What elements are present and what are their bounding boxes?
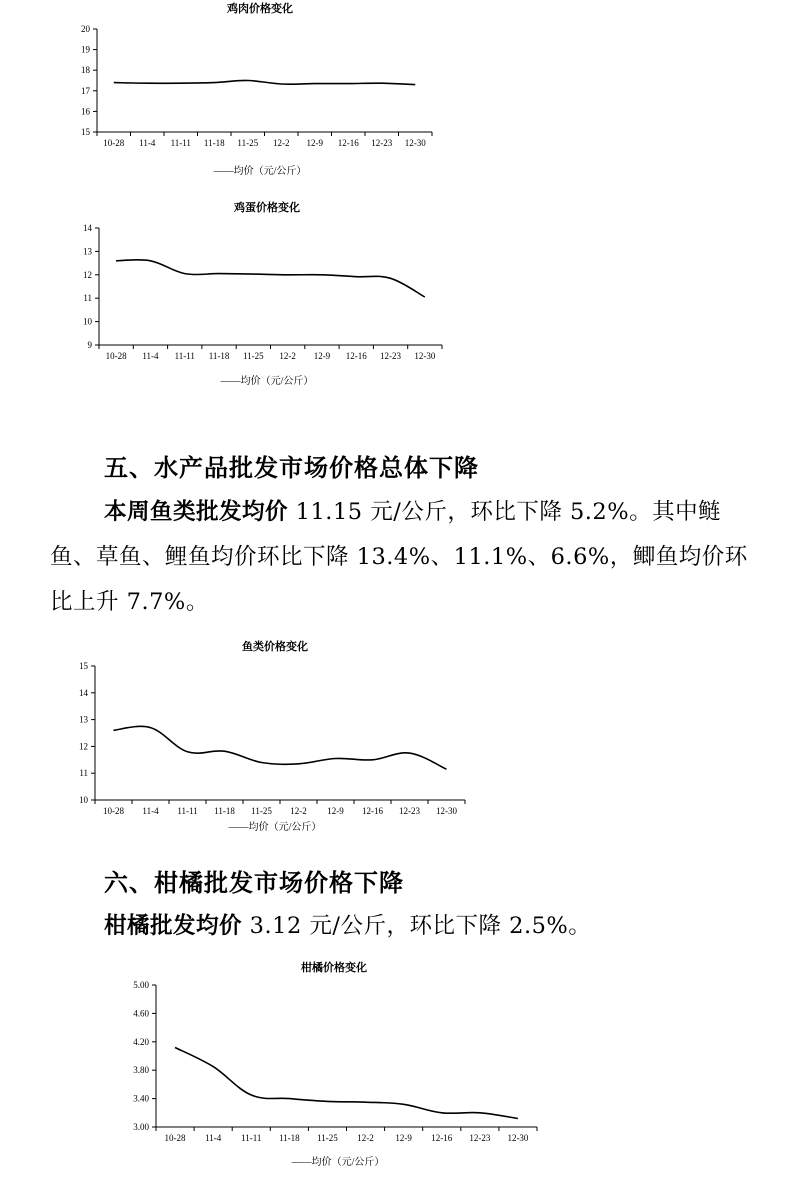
x-tick-label: 11-18 bbox=[214, 806, 235, 816]
y-tick-label: 12 bbox=[79, 741, 88, 752]
x-tick-label: 10-28 bbox=[164, 1133, 186, 1143]
section-5-body: 11.15 元/公斤，环比下降 5.2%。其中鲢鱼、草鱼、鲤鱼均价环比下降 13.4%、11.1%、6.6%，鲫鱼均价环比上升 7.7%。 bbox=[50, 499, 748, 615]
x-tick-label: 12-23 bbox=[469, 1133, 491, 1143]
x-tick-label: 11-11 bbox=[241, 1133, 262, 1143]
x-tick-label: 12-23 bbox=[371, 138, 393, 148]
x-tick-label: 11-4 bbox=[142, 351, 159, 361]
x-tick-label: 12-30 bbox=[507, 1133, 529, 1143]
x-tick-label: 11-25 bbox=[317, 1133, 338, 1143]
x-tick-label: 12-30 bbox=[404, 138, 426, 148]
chart-title: 鸡肉价格变化 bbox=[227, 2, 293, 15]
section-5-paragraph bbox=[50, 490, 750, 625]
y-tick-label: 19 bbox=[81, 44, 90, 55]
x-tick-label: 11-4 bbox=[142, 806, 159, 816]
section-6-heading: 六、柑橘批发市场价格下降 bbox=[104, 869, 404, 897]
fish-price-chart bbox=[60, 633, 480, 843]
y-tick-label: 15 bbox=[81, 127, 90, 137]
egg-price-chart-svg bbox=[60, 195, 460, 395]
section-6-lead: 柑橘批发均价 bbox=[104, 913, 243, 939]
chicken-price-chart-svg bbox=[60, 0, 460, 185]
y-tick-label: 10 bbox=[79, 795, 88, 805]
y-tick-label: 3.80 bbox=[133, 1065, 149, 1076]
legend-entry: ——均价（元/公斤） bbox=[213, 166, 307, 177]
x-tick-label: 10-28 bbox=[103, 138, 125, 148]
y-tick-label: 10 bbox=[83, 316, 92, 327]
x-tick-label: 12-2 bbox=[279, 351, 296, 361]
y-tick-label: 9 bbox=[87, 340, 92, 350]
y-tick-label: 5.00 bbox=[133, 980, 149, 990]
section-6-body: 3.12 元/公斤，环比下降 2.5%。 bbox=[242, 913, 592, 939]
chart-title: 鸡蛋价格变化 bbox=[234, 201, 300, 214]
legend-entry: ——均价（元/公斤） bbox=[220, 376, 314, 387]
fish-price-chart-svg bbox=[60, 633, 480, 843]
x-tick-label: 11-18 bbox=[203, 138, 225, 148]
x-tick-label: 12-16 bbox=[337, 138, 359, 148]
chicken-price-chart bbox=[60, 0, 460, 185]
x-tick-label: 12-16 bbox=[431, 1133, 453, 1143]
x-tick-label: 11-18 bbox=[208, 351, 230, 361]
series-line bbox=[114, 726, 447, 769]
x-tick-label: 12-9 bbox=[306, 138, 323, 148]
x-tick-label: 11-11 bbox=[177, 806, 198, 816]
series-line bbox=[175, 1048, 518, 1119]
y-tick-label: 11 bbox=[83, 293, 92, 304]
section-6-paragraph bbox=[50, 904, 750, 949]
x-tick-label: 12-16 bbox=[345, 351, 367, 361]
y-tick-label: 4.60 bbox=[133, 1008, 149, 1019]
y-tick-label: 16 bbox=[81, 106, 90, 117]
series-line bbox=[114, 80, 416, 84]
section-5-lead: 本周鱼类批发均价 bbox=[104, 499, 289, 525]
legend-entry: ——均价（元/公斤） bbox=[228, 822, 322, 833]
y-tick-label: 12 bbox=[83, 269, 92, 280]
y-tick-label: 17 bbox=[81, 85, 90, 96]
x-tick-label: 12-2 bbox=[290, 806, 307, 816]
y-tick-label: 13 bbox=[79, 714, 88, 725]
x-tick-label: 12-23 bbox=[399, 806, 420, 816]
y-tick-label: 15 bbox=[79, 661, 88, 671]
x-tick-label: 10-28 bbox=[105, 351, 127, 361]
citrus-price-chart bbox=[100, 953, 560, 1178]
y-tick-label: 3.40 bbox=[133, 1093, 149, 1104]
y-tick-label: 11 bbox=[79, 768, 88, 779]
x-tick-label: 12-23 bbox=[380, 351, 402, 361]
x-tick-label: 11-4 bbox=[205, 1133, 222, 1143]
x-tick-label: 12-30 bbox=[436, 806, 457, 816]
y-tick-label: 4.20 bbox=[133, 1036, 149, 1047]
x-tick-label: 11-18 bbox=[279, 1133, 300, 1143]
x-tick-label: 12-9 bbox=[313, 351, 331, 361]
x-tick-label: 11-11 bbox=[174, 351, 195, 361]
section-5-heading: 五、水产品批发市场价格总体下降 bbox=[104, 454, 479, 482]
x-tick-label: 12-9 bbox=[327, 806, 344, 816]
chart-title: 鱼类价格变化 bbox=[242, 640, 308, 653]
y-tick-label: 14 bbox=[79, 687, 88, 698]
x-tick-label: 10-28 bbox=[103, 806, 124, 816]
x-tick-label: 11-4 bbox=[139, 138, 156, 148]
x-tick-label: 11-25 bbox=[243, 351, 264, 361]
x-tick-label: 11-11 bbox=[170, 138, 191, 148]
citrus-price-chart-svg bbox=[100, 953, 560, 1178]
y-tick-label: 14 bbox=[83, 223, 92, 233]
y-tick-label: 13 bbox=[83, 246, 92, 257]
x-tick-label: 12-16 bbox=[362, 806, 383, 816]
series-line bbox=[116, 260, 425, 297]
legend-entry: ——均价（元/公斤） bbox=[291, 1157, 385, 1168]
y-tick-label: 3.00 bbox=[133, 1122, 149, 1132]
y-tick-label: 18 bbox=[81, 65, 90, 76]
egg-price-chart bbox=[60, 195, 460, 395]
x-tick-label: 11-25 bbox=[237, 138, 259, 148]
x-tick-label: 11-25 bbox=[251, 806, 272, 816]
chart-title: 柑橘价格变化 bbox=[301, 961, 367, 974]
x-tick-label: 12-2 bbox=[357, 1133, 374, 1143]
x-tick-label: 12-2 bbox=[273, 138, 290, 148]
x-tick-label: 12-30 bbox=[414, 351, 436, 361]
x-tick-label: 12-9 bbox=[395, 1133, 412, 1143]
y-tick-label: 20 bbox=[81, 24, 90, 34]
